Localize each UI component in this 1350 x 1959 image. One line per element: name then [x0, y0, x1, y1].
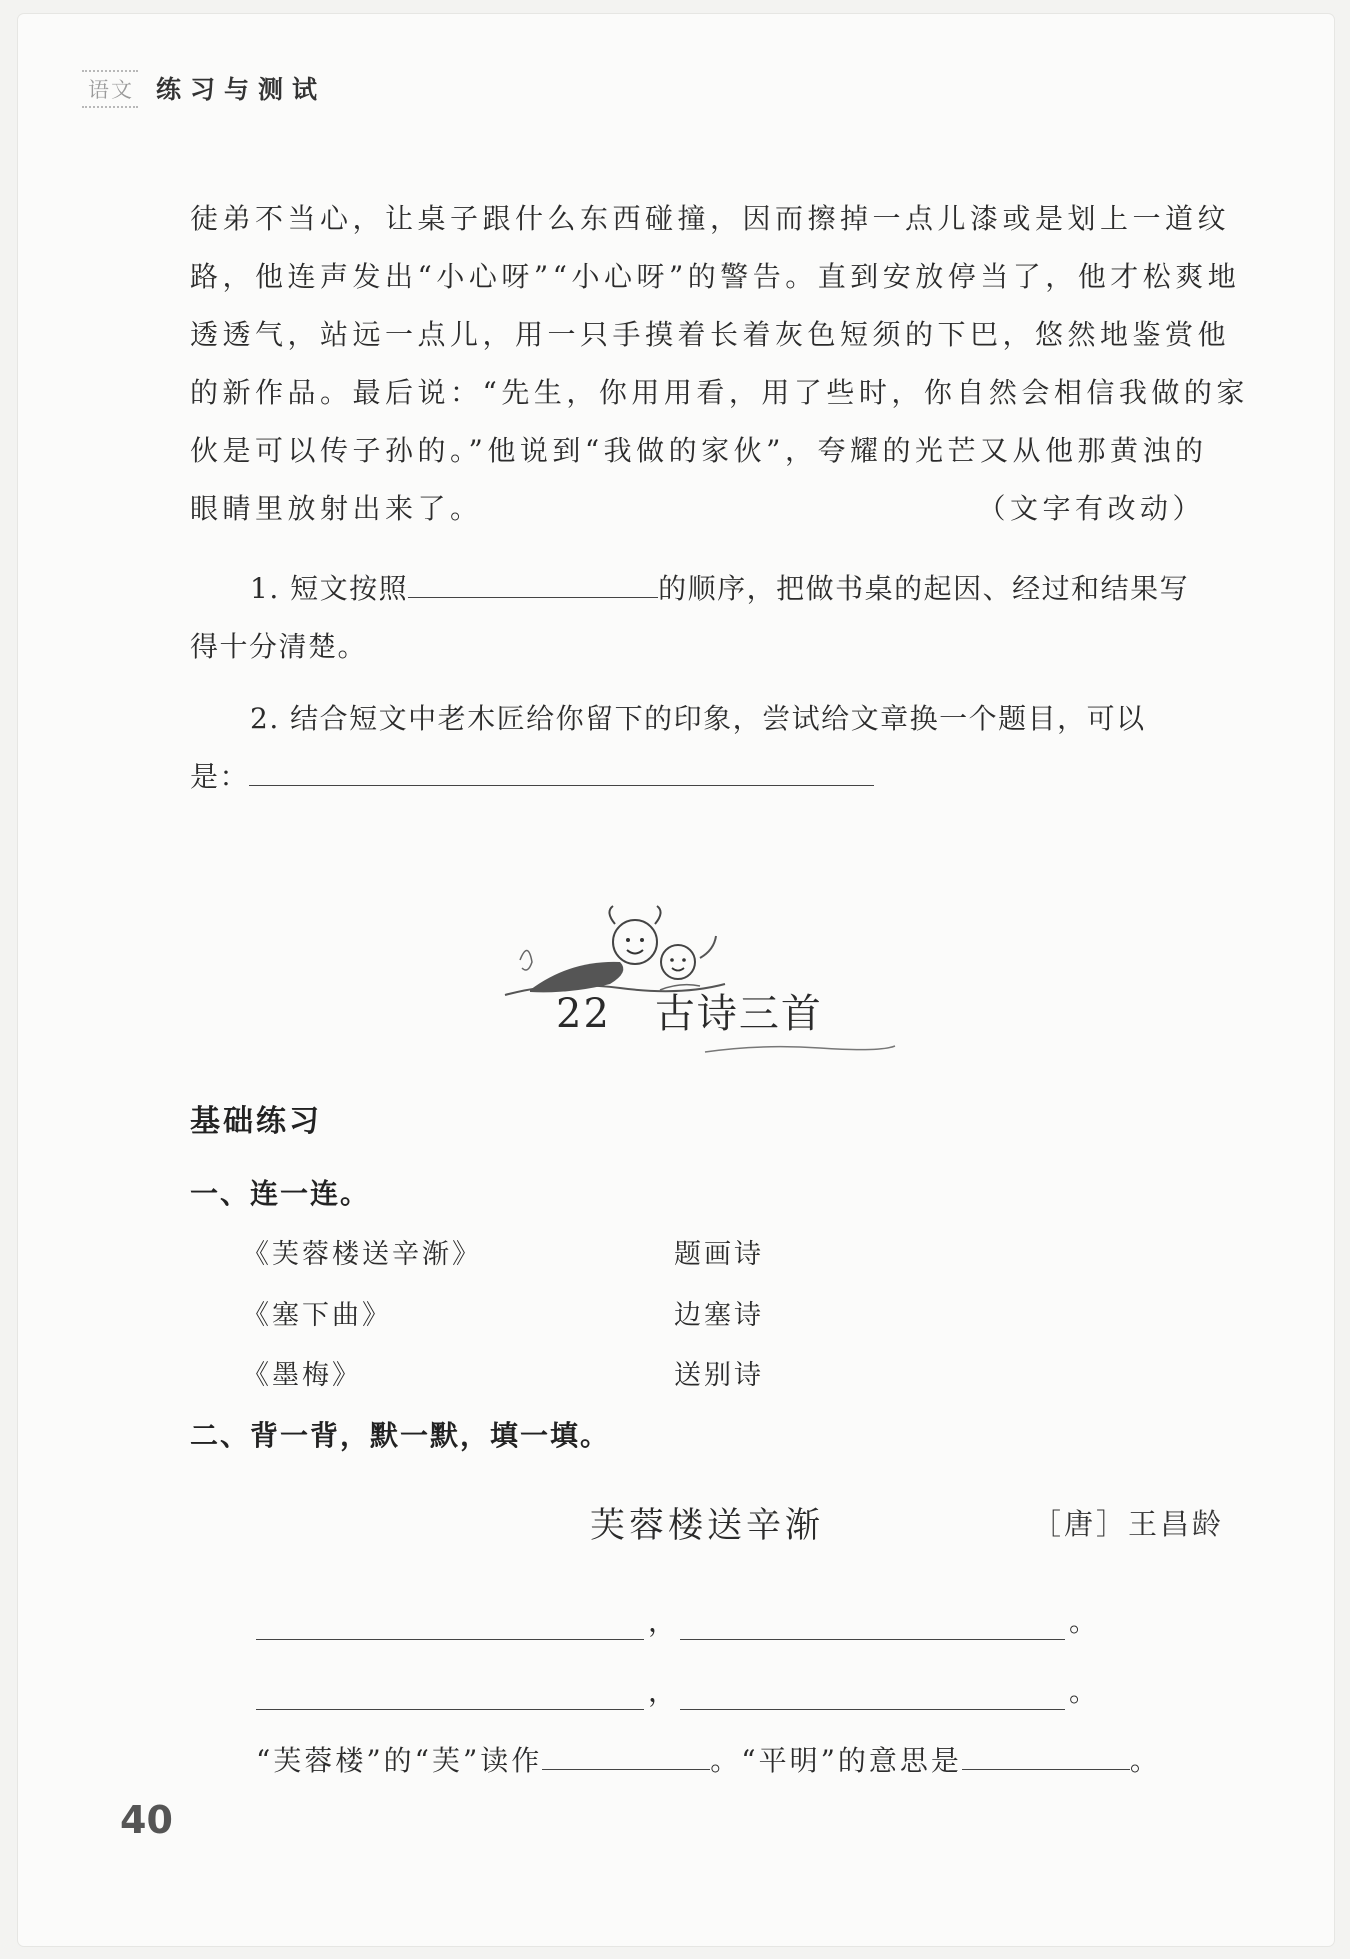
- poem-blank[interactable]: [680, 1603, 1065, 1640]
- poem-author: ［唐］王昌龄: [1032, 1507, 1225, 1541]
- match-right-item[interactable]: 题画诗: [674, 1239, 764, 1270]
- match-left-item[interactable]: 《塞下曲》: [242, 1300, 392, 1331]
- pronunciation-blank[interactable]: [542, 1735, 710, 1770]
- period: 。: [1069, 1675, 1098, 1708]
- header-subject: 语文: [82, 70, 138, 108]
- comma: ，: [648, 1605, 677, 1638]
- q1-answer-blank[interactable]: [408, 565, 658, 598]
- question-2: [190, 690, 1205, 806]
- header-series: 练习与测试: [156, 75, 327, 104]
- q2-text-cont: 是：: [190, 760, 250, 793]
- passage-line: 伙是可以传子孙的。”他说到“我做的家伙”，夸耀的光芒又从他那黄浊的: [190, 434, 1208, 467]
- poem-title: 芙蓉楼送辛渐: [590, 1506, 825, 1546]
- pronunciation-meaning-question: [256, 1735, 1161, 1779]
- match-left-item[interactable]: 《芙蓉楼送辛渐》: [242, 1239, 482, 1270]
- period: 。: [1069, 1605, 1098, 1638]
- section-heading: 基础练习: [190, 1104, 322, 1139]
- reading-passage: [190, 190, 1249, 538]
- poem-fill-line: [256, 1600, 1101, 1640]
- passage-line: 透透气，站远一点儿，用一只手摸着长着灰色短须的下巴，悠然地鉴赏他: [190, 318, 1231, 351]
- fill-end: 。: [1129, 1744, 1161, 1777]
- passage-line: 路，他连声发出“小心呀”“小心呀”的警告。直到安放停当了，他才松爽地: [190, 260, 1241, 293]
- lesson-name: 古诗三首: [654, 991, 823, 1037]
- q2-answer-blank[interactable]: [249, 753, 874, 786]
- lesson-number: 22: [556, 991, 611, 1037]
- exercise-2-heading: 二、背一背，默一默，填一填。: [190, 1419, 611, 1452]
- source-note: （文字有改动）: [977, 492, 1205, 525]
- meaning-blank[interactable]: [962, 1735, 1130, 1770]
- q2-text: 2. 结合短文中老木匠给你留下的印象，尝试给文章换一个题目，可以: [250, 702, 1146, 735]
- match-left-item[interactable]: 《墨梅》: [242, 1360, 362, 1391]
- fill-text-1: “芙蓉楼”的“芙”读作: [256, 1744, 543, 1777]
- question-1: [190, 560, 1205, 676]
- passage-last-line: [190, 480, 1205, 538]
- fill-text-2: 。“平明”的意思是: [710, 1744, 962, 1777]
- comma: ，: [648, 1675, 677, 1708]
- poem-blank[interactable]: [256, 1603, 644, 1640]
- passage-line: 的新作品。最后说：“先生，你用用看，用了些时，你自然会相信我做的家: [190, 376, 1249, 409]
- passage-line: 徒弟不当心，让桌子跟什么东西碰撞，因而擦掉一点儿漆或是划上一道纹: [190, 202, 1231, 235]
- page-number: 40: [120, 1798, 173, 1842]
- exercise-1-heading: 一、连一连。: [190, 1177, 371, 1210]
- page-header: [82, 62, 326, 108]
- lesson-title: [556, 982, 823, 1039]
- q1-text-before: 1. 短文按照: [250, 572, 409, 605]
- match-right-item[interactable]: 边塞诗: [674, 1300, 764, 1331]
- poem-fill-line: [256, 1670, 1101, 1710]
- q1-text-after: 的顺序，把做书桌的起因、经过和结果写: [658, 572, 1190, 605]
- poem-blank[interactable]: [680, 1673, 1065, 1710]
- match-right-item[interactable]: 送别诗: [674, 1360, 764, 1391]
- title-underline-decoration: [700, 1040, 900, 1060]
- poem-blank[interactable]: [256, 1673, 644, 1710]
- q1-text-cont: 得十分清楚。: [190, 630, 368, 663]
- passage-line: 眼睛里放射出来了。: [190, 492, 483, 525]
